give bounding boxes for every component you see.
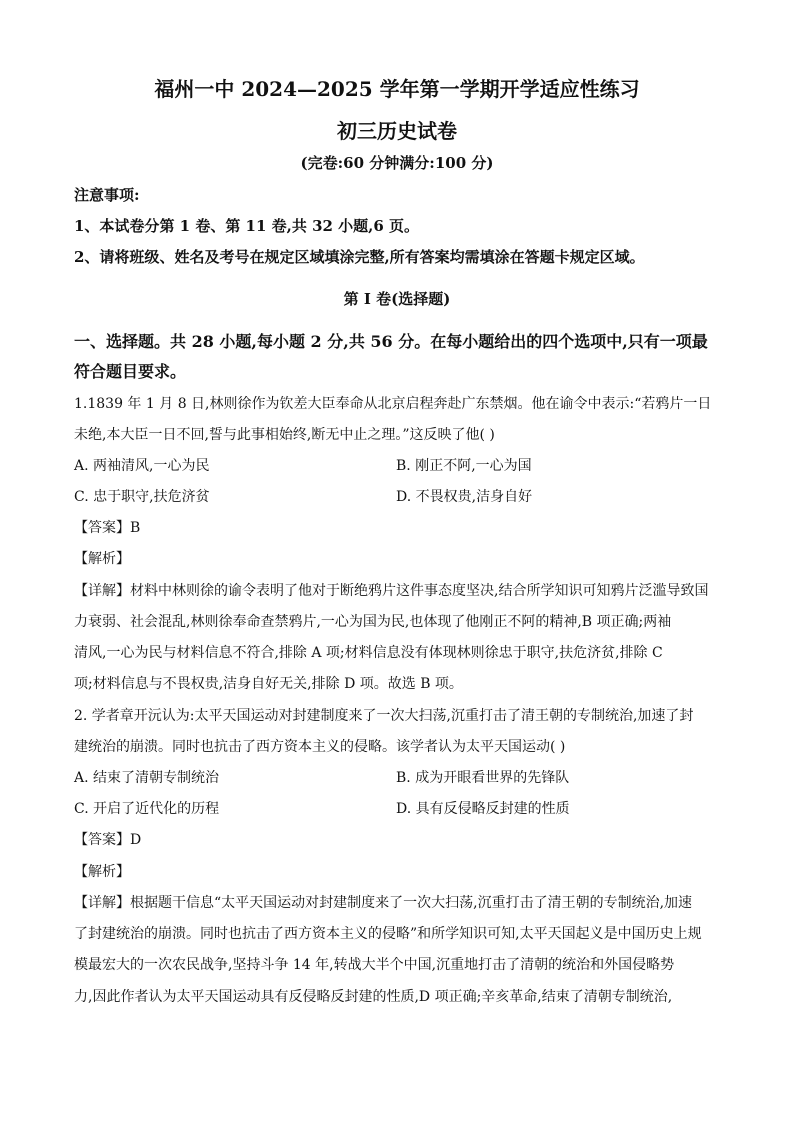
q2-option-d: D. 具有反侵略反封建的性质 <box>396 801 570 817</box>
section-instruction-2: 符合题目要求。 <box>74 362 187 381</box>
exam-title: 福州一中 2024—2025 学年第一学期开学适应性练习 <box>154 77 640 101</box>
q1-option-d: D. 不畏权贵,洁身自好 <box>396 489 533 505</box>
q2-detail-line-4: 力,因此作者认为太平天国运动具有反侵略反封建的性质,D 项正确;辛亥革命,结束了清朝专制统治, <box>74 989 673 1005</box>
q1-detail-line-4: 项;材料信息与不畏权贵,洁身自好无关,排除 D 项。故选 B 项。 <box>74 676 463 692</box>
q1-option-c: C. 忠于职守,扶危济贫 <box>74 489 210 505</box>
notes-label: 注意事项: <box>74 186 140 204</box>
q2-stem-line-1: 2. 学者章开沅认为:太平天国运动对封建制度来了一次大扫荡,沉重打击了清王朝的专制统治,加速了封 <box>74 708 694 724</box>
q2-detail-line-2: 了封建统治的崩溃。同时也抗击了西方资本主义的侵略”和所学知识可知,太平天国起义是中国历史上规 <box>74 926 702 942</box>
q2-analysis-label: 【解析】 <box>74 864 130 880</box>
q1-option-b: B. 刚正不阿,一心为国 <box>396 458 532 474</box>
exam-subtitle: 初三历史试卷 <box>337 119 457 143</box>
notes-item-1: 1、本试卷分第 1 卷、第 11 卷,共 32 小题,6 页。 <box>74 217 420 235</box>
q1-detail-line-3: 清风,一心为民与材料信息不符合,排除 A 项;材料信息没有体现林则徐忠于职守,扶危济贫,排除 C <box>74 645 663 661</box>
q1-detail-line-1: 【详解】材料中林则徐的谕令表明了他对于断绝鸦片这件事态度坚决,结合所学知识可知鸦片泛滥导致国 <box>74 583 709 599</box>
section-instruction-1: 一、选择题。共 28 小题,每小题 2 分,共 56 分。在每小题给出的四个选项中,只有一项最 <box>74 332 708 351</box>
q1-answer: 【答案】B <box>74 520 141 536</box>
q1-stem-line-2: 未绝,本大臣一日不回,誓与此事相始终,断无中止之理。”这反映了他( ) <box>74 427 495 443</box>
q2-stem-line-2: 建统治的崩溃。同时也抗击了西方资本主义的侵略。该学者认为太平天国运动( ) <box>74 739 566 755</box>
notes-item-2: 2、请将班级、姓名及考号在规定区域填涂完整,所有答案均需填涂在答题卡规定区域。 <box>74 248 645 266</box>
q2-option-b: B. 成为开眼看世界的先锋队 <box>396 770 570 786</box>
q2-detail-line-3: 模最宏大的一次农民战争,坚持斗争 14 年,转战大半个中国,沉重地打击了清朝的统治和外国侵略势 <box>74 957 675 973</box>
section-title: 第 I 卷(选择题) <box>343 290 451 308</box>
q1-detail-line-2: 力衰弱、社会混乱,林则徐奉命查禁鸦片,一心为国为民,也体现了他刚正不阿的精神,B 项正确;两袖 <box>74 614 672 630</box>
q1-option-a: A. 两袖清风,一心为民 <box>74 458 210 474</box>
q2-option-c: C. 开启了近代化的历程 <box>74 801 220 817</box>
q1-stem-line-1: 1.1839 年 1 月 8 日,林则徐作为钦差大臣奉命从北京启程奔赴广东禁烟。他在谕令中表示:“若鸦片一日 <box>74 396 712 412</box>
q2-detail-line-1: 【详解】根据题干信息“太平天国运动对封建制度来了一次大扫荡,沉重打击了清王朝的专制统治,加速 <box>74 895 693 911</box>
time-score: (完卷:60 分钟满分:100 分) <box>300 154 494 172</box>
q2-option-a: A. 结束了清朝专制统治 <box>74 770 220 786</box>
q2-answer: 【答案】D <box>74 832 142 848</box>
q1-analysis-label: 【解析】 <box>74 551 130 567</box>
